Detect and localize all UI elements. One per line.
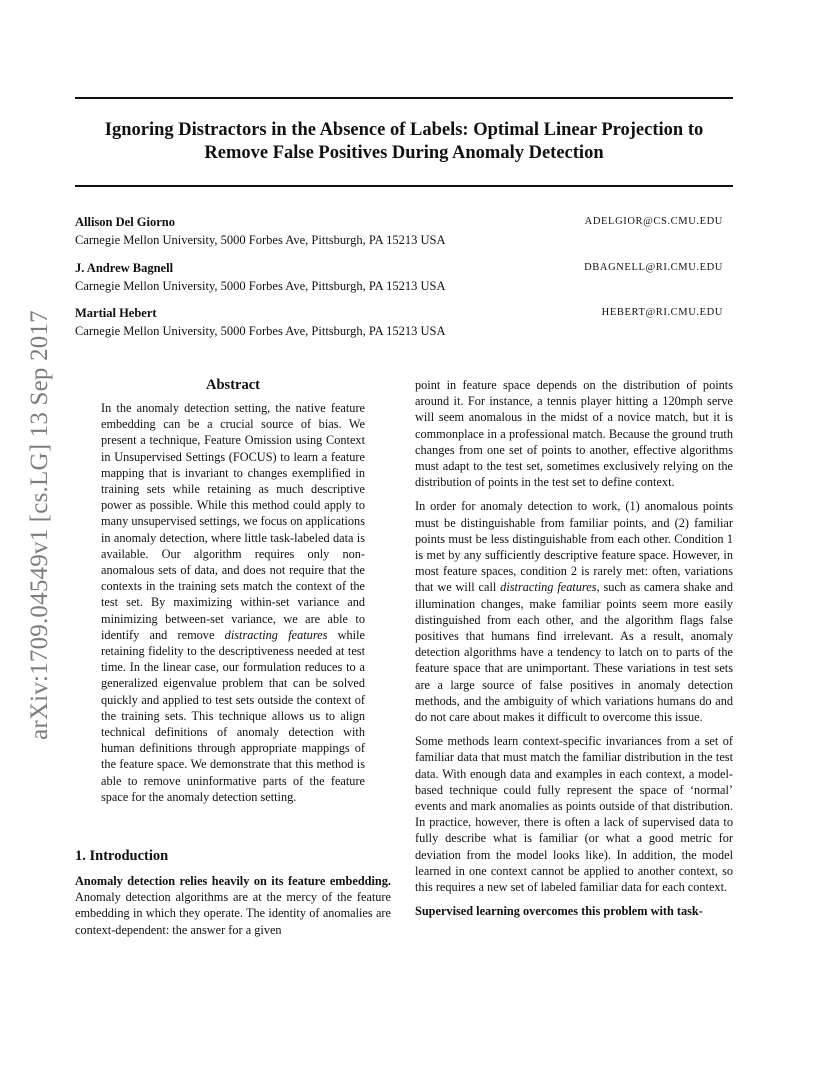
- body-paragraph-4-lead: Supervised learning overcomes this problem with task-: [415, 904, 703, 919]
- author-email: DBAGNELL@RI.CMU.EDU: [584, 262, 723, 273]
- abstract-text-2: while retaining fidelity to the descriptiveness needed at test time. In the linear case, our formulation reduces to a generalized eigenvalue problem that can be solved quickly and applied to test sets outside the context of the training sets. This technique allows us to align technical definitions of anomaly detection with human definitions through appropriate mappings of the feature space. We demonstrate that this method is able to remove uninformative parts of the feature space for the anomaly detection setting.: [101, 627, 365, 804]
- title-line-2: Remove False Positives During Anomaly Detection: [204, 143, 604, 163]
- body-paragraph-4: [415, 903, 733, 919]
- body-paragraph-1: point in feature space depends on the distribution of points around it. For instance, a tennis player hitting a 120mph serve will seem anomalous in the midst of a novice match, but it is commonplace in a professional match. Because the ground truth changes from one set of points to another, effective algorithms must adapt to the test set, sometimes exclusively relying on the distribution of points in the test set to define context.: [415, 378, 733, 490]
- author-affiliation: Carnegie Mellon University, 5000 Forbes Ave, Pittsburgh, PA 15213 USA: [75, 233, 446, 247]
- paper-title: [75, 119, 733, 165]
- body-paragraph-2-text-1: In order for anomaly detection to work, (1) anomalous points must be distinguishable from familiar points, and (2) familiar points must be less distinguishable from each other. Condition 1 is met by any sufficiently descriptive feature space. However, in most feature spaces, condition 2 is rarely met: often, variations that we will call: [415, 499, 733, 595]
- arxiv-identifier: arXiv:1709.04549v1 [cs.LG] 13 Sep 2017: [26, 310, 53, 740]
- author-affiliation: Carnegie Mellon University, 5000 Forbes Ave, Pittsburgh, PA 15213 USA: [75, 279, 446, 293]
- author-block-2: [75, 259, 723, 295]
- left-column: [75, 376, 391, 946]
- author-block-3: [75, 304, 723, 340]
- body-paragraph-2-emphasis: distracting features: [500, 580, 597, 595]
- author-name: J. Andrew Bagnell: [75, 261, 174, 275]
- body-paragraph-2: [415, 498, 733, 725]
- title-rule-top: [75, 97, 733, 99]
- author-email: HEBERT@RI.CMU.EDU: [601, 307, 723, 318]
- intro-paragraph-lead: Anomaly detection relies heavily on its feature embedding.: [75, 874, 391, 889]
- intro-paragraph-text: Anomaly detection algorithms are at the mercy of the feature embedding in which they operate. The identity of anomalies are context-dependent: the answer for a given: [75, 890, 391, 937]
- author-name: Martial Hebert: [75, 306, 157, 320]
- body-paragraph-3: Some methods learn context-specific invariances from a set of familiar data that must match the familiar distribution in the test data. With enough data and examples in each context, a model-based technique could fully represent the space of ‘normal’ events and mark anomalies as points outside of that distribution. In practice, however, there is often a lack of supervised data to fully describe what is familiar (or what a good metric for deviation from the model looks like). In addition, the model learned in one context cannot be applied to another context, so this requires a new set of labeled familiar data for each context.: [415, 734, 733, 895]
- abstract-emphasis: distracting features: [224, 627, 328, 642]
- intro-heading: 1. Introduction: [75, 848, 169, 865]
- title-line-1: Ignoring Distractors in the Absence of Labels: Optimal Linear Projection to: [104, 120, 704, 140]
- abstract-heading: Abstract: [206, 377, 260, 393]
- author-affiliation: Carnegie Mellon University, 5000 Forbes Ave, Pittsburgh, PA 15213 USA: [75, 324, 446, 338]
- right-column: [415, 377, 733, 928]
- abstract-body: [101, 400, 365, 805]
- author-name: Allison Del Giorno: [75, 215, 176, 229]
- abstract-text-1: In the anomaly detection setting, the native feature embedding can be a crucial source of bias. We present a technique, Feature Omission using Context in Unsupervised Settings (FOCUS) to learn a feature mapping that is invariant to changes exemplified in training sets while retaining as much descriptive power as possible. While this method could apply to many unsupervised settings, we focus on applications in anomaly detection, where little task-labeled data is available. Our algorithm requires only non-anomalous sets of data, and does not require that the contexts in the training sets match the context of the test set. By maximizing within-set variance and minimizing between-set variance, we are able to identify and remove: [101, 401, 365, 642]
- title-rule-bottom: [75, 185, 733, 187]
- body-paragraph-2-text-2: , such as camera shake and illumination changes, make familiar points seem more easily distinguished from each other, and the algorithm flags false positives that humans find irrelevant. As a result, anomaly detection algorithms have a tendency to latch on to parts of the feature space that are unimportant. These variations in test sets are a large source of false positives in anomaly detection methods, and the ambiguity of which variations humans do and do not care about makes it difficult to overcome this issue.: [415, 580, 733, 725]
- author-email: ADELGIOR@CS.CMU.EDU: [584, 216, 723, 227]
- intro-paragraph-1: [75, 873, 391, 938]
- author-block-1: [75, 213, 723, 249]
